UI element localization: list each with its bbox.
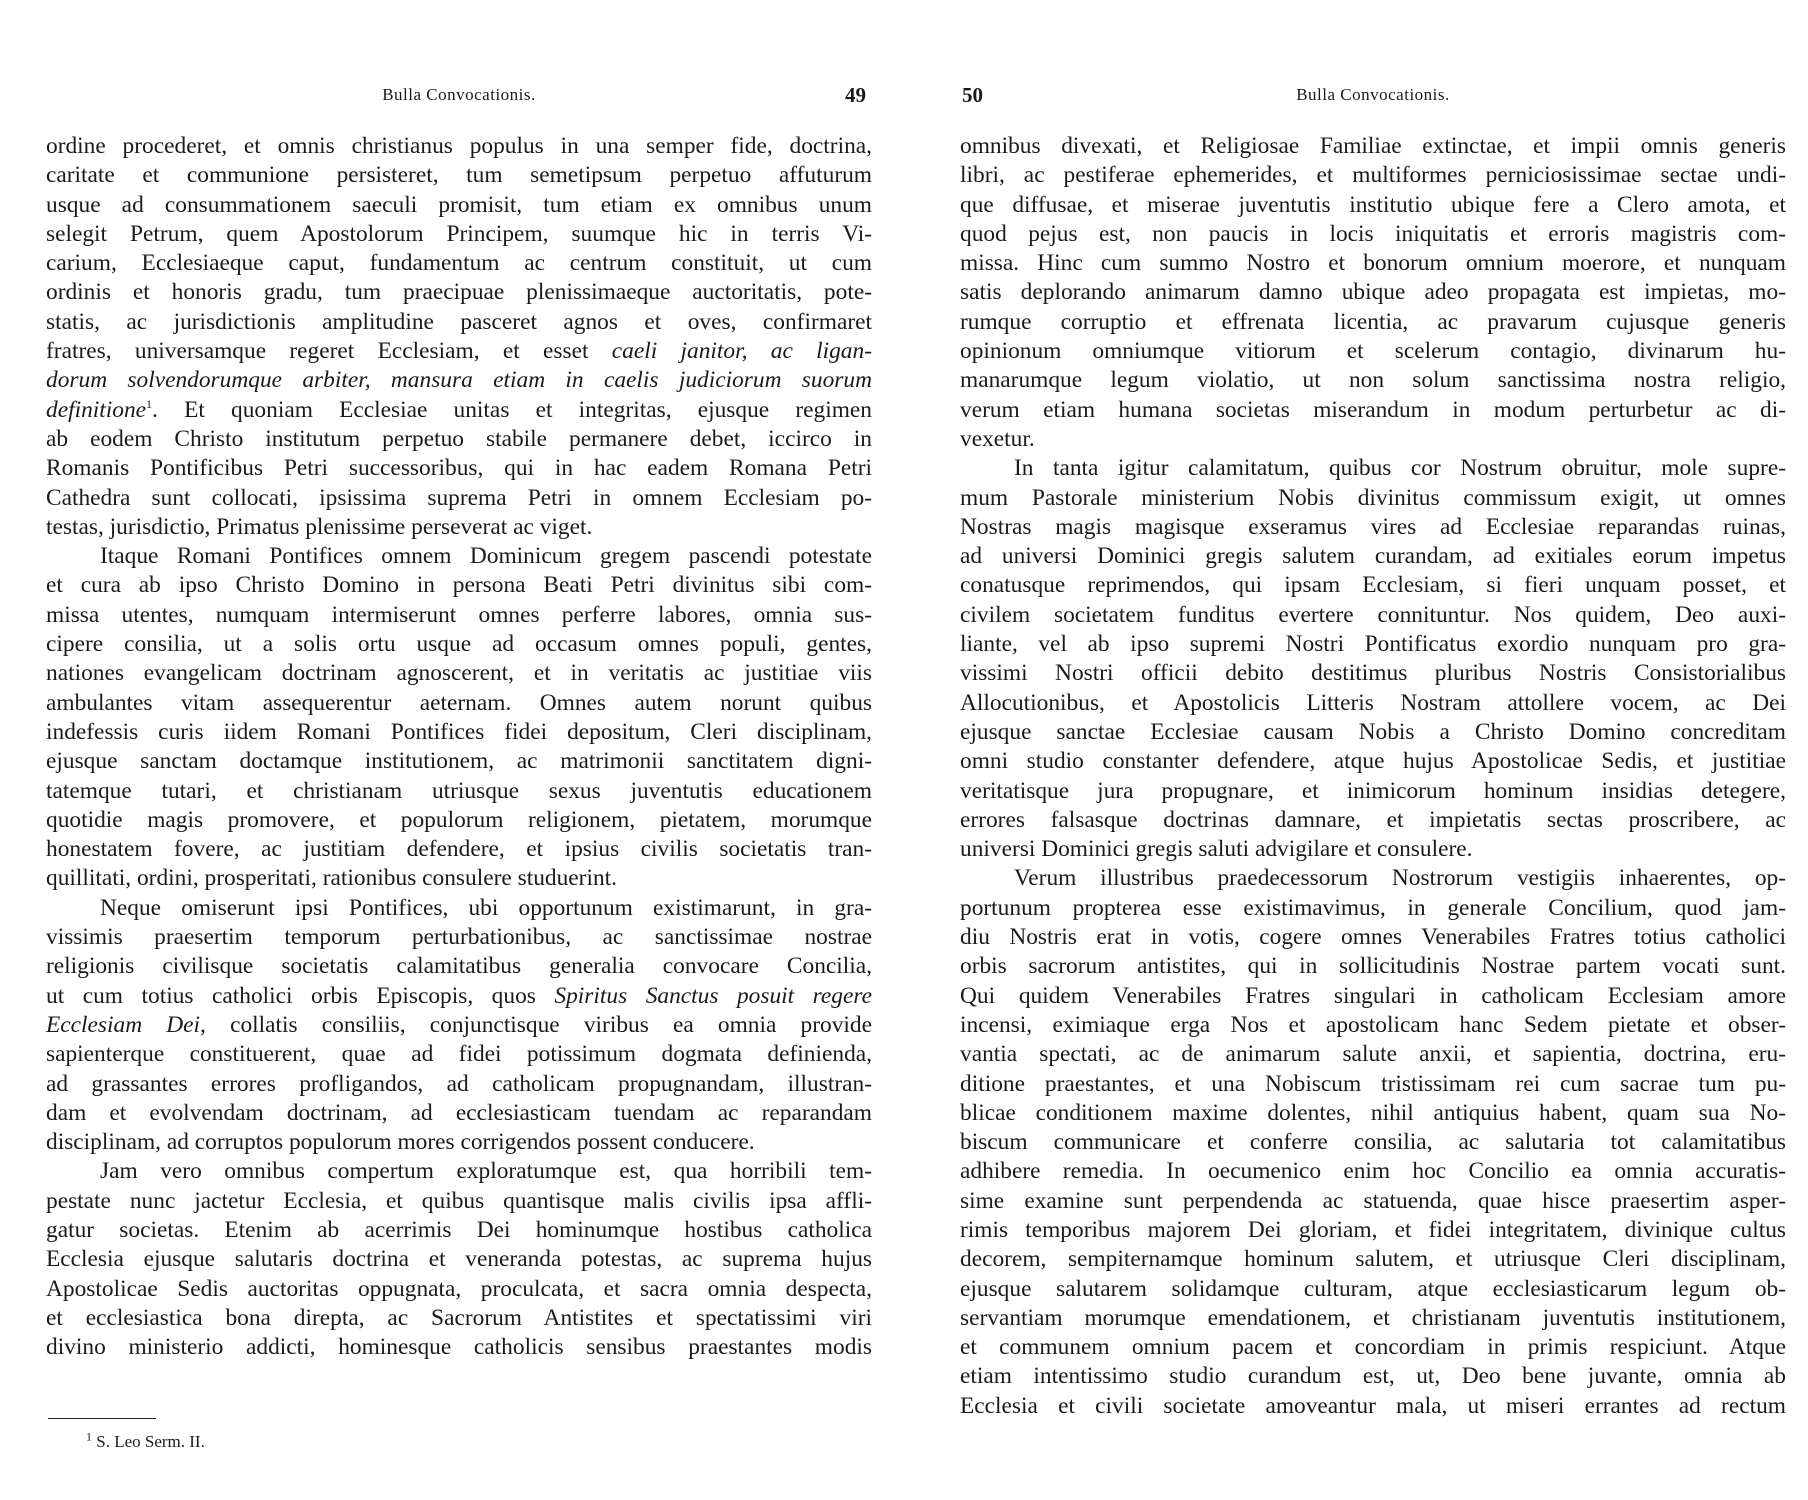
text-line: vantia spectati, ac de animarum salute anxii, et sapientia, doctrina, eru- xyxy=(960,1041,1786,1068)
text-line: usque ad consummationem saeculi promisit, tum etiam ex omnibus unum xyxy=(46,191,872,218)
text-line: et communem omnium pacem et concordiam in primis respiciunt. Atque xyxy=(960,1334,1786,1361)
text-line: sapienterque constituerent, quae ad fidei potissimum dogmata definienda, xyxy=(46,1041,872,1068)
text-line: conatusque reprimendos, qui ipsam Ecclesiam, si fieri unquam posset, et xyxy=(960,572,1786,599)
text-line: etiam intentissimo studio curandum est, ut, Deo bene juvante, omnia ab xyxy=(960,1363,1786,1390)
text-line: missa utentes, numquam intermiserunt omnes perferre labores, omnia sus- xyxy=(46,601,872,628)
text-line: nationes evangelicam doctrinam agnoscerent, et in veritatis ac justitiae viis xyxy=(46,660,872,687)
text-line: quotidie magis promovere, et populorum religionem, pietatem, morumque xyxy=(46,806,872,833)
text-line: portunum propterea esse existimavimus, in generale Concilium, quod jam- xyxy=(960,894,1786,921)
line-segment: collatis consiliis, conjunctisque viribus ea omnia provide xyxy=(205,1011,872,1038)
text-line: cipere consilia, ut a solis ortu usque ad occasum omnes populi, gentes, xyxy=(46,631,872,658)
text-line: Romanis Pontificibus Petri successoribus, qui in hac eadem Romana Petri xyxy=(46,455,872,482)
text-line: libri, ac pestiferae ephemerides, et multiformes perniciosissimae sectae undi- xyxy=(960,162,1786,189)
text-line xyxy=(46,366,872,395)
text-line: mum Pastorale ministerium Nobis divinitus commissum exigit, ut omnes xyxy=(960,484,1786,511)
text-line: statis, ac jurisdictionis amplitudine pasceret agnos et oves, confirmaret xyxy=(46,308,872,335)
page-number: 49 xyxy=(845,83,866,107)
text-line: adhibere remedia. In oecumenico enim hoc Concilio ea omnia accuratis- xyxy=(960,1158,1786,1185)
text-line: Apostolicae Sedis auctoritas oppugnata, proculcata, et sacra omnia despecta, xyxy=(46,1275,872,1302)
text-line: dam et evolvendam doctrinam, ad ecclesiasticam tuendam ac reparandam xyxy=(46,1099,872,1126)
text-line: sime examine sunt perpendenda ac statuenda, quae hisce praesertim asper- xyxy=(960,1187,1786,1214)
text-line: Allocutionibus, et Apostolicis Litteris Nostram attollere vocem, ac Dei xyxy=(960,689,1786,716)
text-line: verum etiam humana societas miserandum in modum perturbetur ac di- xyxy=(960,396,1786,423)
text-line: Verum illustribus praedecessorum Nostrorum vestigiis inhaerentes, op- xyxy=(1014,865,1786,892)
text-line: veritatisque jura propugnare, et inimicorum hominum insidias detegere, xyxy=(960,777,1786,804)
text-line: quillitati, ordini, prosperitati, rationibus consulere studuerint. xyxy=(46,865,618,892)
footnote xyxy=(86,1429,205,1452)
text-line: indefessis curis iidem Romani Pontifices fidei depositum, Cleri disciplinam, xyxy=(46,718,872,745)
text-line: disciplinam, ad corruptos populorum mores corrigendos possent conducere. xyxy=(46,1129,755,1156)
running-head xyxy=(46,85,872,115)
text-line: gatur societas. Etenim ab acerrimis Dei hominumque hostibus catholica xyxy=(46,1216,872,1243)
italic-segment: dorum solvendorumque arbiter, mansura etiam in caelis judiciorum suorum xyxy=(46,367,872,394)
text-line: ejusque sanctam doctamque institutionem, ac matrimonii sanctitatem digni- xyxy=(46,748,872,775)
line-segment: . Et quoniam Ecclesiae unitas et integritas, ejusque regimen xyxy=(152,396,872,423)
footnote-text: S. Leo Serm. II. xyxy=(96,1432,205,1451)
text-line xyxy=(46,396,872,425)
italic-segment: Ecclesiam Dei, xyxy=(46,1011,206,1038)
text-line: Qui quidem Venerabiles Fratres singulari in catholicam Ecclesiam amore xyxy=(960,982,1786,1009)
text-line: missa. Hinc cum summo Nostro et bonorum omnium moerore, et nunquam xyxy=(960,250,1786,277)
italic-segment: definitione xyxy=(46,396,147,423)
text-line xyxy=(46,337,872,366)
text-line: quod pejus est, non paucis in locis iniquitatis et erroris magistris com- xyxy=(960,220,1786,247)
text-line: ditione praestantes, et una Nobiscum tristissimam rei cum sacrae tum pu- xyxy=(960,1070,1786,1097)
running-title: Bulla Convocationis. xyxy=(1296,85,1450,104)
text-line: vissimi Nostri officii debito destitimus pluribus Nostris Consistorialibus xyxy=(960,660,1786,687)
body-text xyxy=(46,132,872,1362)
running-head xyxy=(960,85,1786,115)
text-line: blicae conditionem maxime dolentes, nihil antiquius habent, quam sua No- xyxy=(960,1099,1786,1126)
text-line: Nostras magis magisque exseramus vires ad Ecclesiae reparandas ruinas, xyxy=(960,513,1786,540)
text-line: omnibus divexati, et Religiosae Familiae extinctae, et impii omnis generis xyxy=(960,133,1786,159)
text-line: ordine procederet, et omnis christianus populus in una semper fide, doctrina, xyxy=(46,133,872,159)
text-line: universi Dominici gregis saluti advigilare et consulere. xyxy=(960,836,1473,863)
text-line: ambulantes vitam assequerentur aeternam. Omnes autem norunt quibus xyxy=(46,689,872,716)
text-line: orbis sacrorum antistites, qui in sollicitudinis Nostrae partem vocati sunt. xyxy=(960,953,1786,980)
text-line: errores falsasque doctrinas damnare, et impietatis sectas proscribere, ac xyxy=(960,806,1786,833)
text-line: Jam vero omnibus compertum exploratumque est, qua horribili tem- xyxy=(100,1158,872,1185)
text-line: Neque omiserunt ipsi Pontifices, ubi opportunum existimarunt, in gra- xyxy=(100,894,872,921)
text-line: caritate et communione persisteret, tum semetipsum perpetuo affuturum xyxy=(46,162,872,189)
text-line: ordinis et honoris gradu, tum praecipuae plenissimaeque auctoritatis, pote- xyxy=(46,279,872,306)
text-line: ad universi Dominici gregis salutem curandam, ad exitiales eorum impetus xyxy=(960,543,1786,570)
text-line: divino ministerio addicti, hominesque catholicis sensibus praestantes modis xyxy=(46,1334,872,1361)
text-line xyxy=(46,982,872,1011)
footnote-ref: 1 xyxy=(146,396,153,411)
text-line: liante, vel ab ipso supremi Nostri Pontificatus exordio nunquam pro gra- xyxy=(960,631,1786,658)
line-segment: ut cum totius catholici orbis Episcopis, quos xyxy=(46,982,555,1009)
text-line: ad grassantes errores profligandos, ad catholicam propugnandam, illustran- xyxy=(46,1070,872,1097)
text-line: tatemque tutari, et christianam utriusque sexus juventutis educationem xyxy=(46,777,872,804)
right-page xyxy=(960,0,1786,1500)
text-line: que diffusae, et miserae juventutis institutio ubique fere a Clero amota, et xyxy=(960,191,1786,218)
text-line: vissimis praesertim temporum perturbationibus, ac sanctissimae nostrae xyxy=(46,924,872,951)
text-line: decorem, sempiternamque hominum salutem, et utriusque Cleri disciplinam, xyxy=(960,1246,1786,1273)
footnote-divider xyxy=(48,1418,156,1419)
page-number: 50 xyxy=(962,83,983,107)
left-page xyxy=(46,0,872,1500)
text-line: honestatem fovere, ac justitiam defendere, et ipsius civilis societatis tran- xyxy=(46,836,872,863)
text-line: civilem societatem funditus evertere connituntur. Nos quidem, Deo auxi- xyxy=(960,601,1786,628)
text-line: omni studio constanter defendere, atque hujus Apostolicae Sedis, et justitiae xyxy=(960,748,1786,775)
text-line: et cura ab ipso Christo Domino in persona Beati Petri divinitus sibi com- xyxy=(46,572,872,599)
text-line: selegit Petrum, quem Apostolorum Principem, suumque hic in terris Vi- xyxy=(46,220,872,247)
text-line: ejusque sanctae Ecclesiae causam Nobis a Christo Domino concreditam xyxy=(960,718,1786,745)
text-line: Ecclesia et civili societate amoveantur mala, ut miseri errantes ad rectum xyxy=(960,1392,1786,1419)
text-line: Ecclesia ejusque salutaris doctrina et veneranda potestas, ac suprema hujus xyxy=(46,1246,872,1273)
text-line: Itaque Romani Pontifices omnem Dominicum gregem pascendi potestate xyxy=(100,543,872,570)
text-line: diu Nostris erat in votis, cogere omnes Venerabiles Fratres totius catholici xyxy=(960,924,1786,951)
line-segment: fratres, universamque regeret Ecclesiam, et esset xyxy=(46,338,612,365)
italic-segment: Spiritus Sanctus posuit regere xyxy=(554,982,872,1009)
text-line: biscum communicare et conferre consilia, ac salutaria tot calamitatibus xyxy=(960,1129,1786,1156)
text-line: rumque corruptio et effrenata licentia, ac pravarum cujusque generis xyxy=(960,308,1786,335)
text-line: testas, jurisdictio, Primatus plenissime perseverat ac viget. xyxy=(46,513,593,540)
text-line: carium, Ecclesiaeque caput, fundamentum ac centrum constituit, ut cum xyxy=(46,250,872,277)
text-line xyxy=(46,1011,872,1040)
text-line: ejusque salutarem solidamque culturam, atque ecclesiasticarum legum ob- xyxy=(960,1275,1786,1302)
text-line: pestate nunc jactetur Ecclesia, et quibus quantisque malis civilis ipsa affli- xyxy=(46,1187,872,1214)
text-line: ab eodem Christo institutum perpetuo stabile permanere debet, iccirco in xyxy=(46,425,872,452)
text-line: incensi, eximiaque erga Nos et apostolicam hanc Sedem pietate et obser- xyxy=(960,1011,1786,1038)
footnote-mark: 1 xyxy=(86,1429,92,1444)
text-line: opinionum omniumque vitiorum et scelerum contagio, divinarum hu- xyxy=(960,338,1786,365)
text-line: In tanta igitur calamitatum, quibus cor Nostrum obruitur, mole supre- xyxy=(1014,455,1786,482)
text-line: servantiam morumque emendationem, et christianam juventutis institutionem, xyxy=(960,1304,1786,1331)
text-line: satis deplorando animarum damno ubique adeo propagata est impietas, mo- xyxy=(960,279,1786,306)
text-line: vexetur. xyxy=(960,425,1035,452)
body-text xyxy=(960,132,1786,1421)
text-line: Cathedra sunt collocati, ipsissima suprema Petri in omnem Ecclesiam po- xyxy=(46,484,872,511)
text-line: et ecclesiastica bona direpta, ac Sacrorum Antistites et spectatissimi viri xyxy=(46,1304,872,1331)
italic-segment: caeli janitor, ac ligan- xyxy=(611,338,872,365)
text-line: manarumque legum violatio, ut non solum sanctissima nostra religio, xyxy=(960,367,1786,394)
running-title: Bulla Convocationis. xyxy=(382,85,536,104)
text-line: religionis civilisque societatis calamitatibus generalia convocare Concilia, xyxy=(46,953,872,980)
text-line: rimis temporibus majorem Dei gloriam, et fidei integritatem, divinique cultus xyxy=(960,1216,1786,1243)
